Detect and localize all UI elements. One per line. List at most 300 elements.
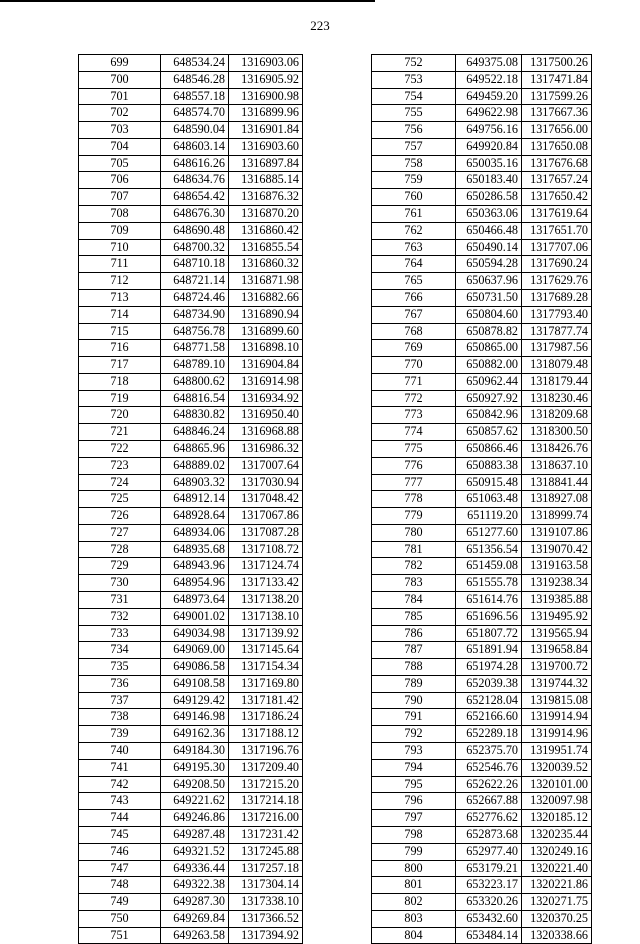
- table-row: [79, 206, 303, 223]
- x-coordinate-cell: 649622.98: [456, 105, 522, 122]
- y-coordinate-cell: 1316870.20: [229, 206, 303, 223]
- point-number-cell: 702: [79, 105, 161, 122]
- x-coordinate-cell: 648771.58: [161, 340, 229, 357]
- y-coordinate-cell: 1317231.42: [229, 826, 303, 843]
- table-row: [372, 172, 592, 189]
- x-coordinate-cell: 648676.30: [161, 206, 229, 223]
- table-row: [372, 894, 592, 911]
- table-row: [79, 289, 303, 306]
- y-coordinate-cell: 1316897.84: [229, 155, 303, 172]
- point-number-cell: 788: [372, 659, 456, 676]
- y-coordinate-cell: 1316882.66: [229, 289, 303, 306]
- y-coordinate-cell: 1316986.32: [229, 440, 303, 457]
- x-coordinate-cell: 648903.32: [161, 474, 229, 491]
- point-number-cell: 739: [79, 726, 161, 743]
- y-coordinate-cell: 1319107.86: [522, 524, 592, 541]
- x-coordinate-cell: 649184.30: [161, 743, 229, 760]
- x-coordinate-cell: 650866.46: [456, 440, 522, 457]
- point-number-cell: 799: [372, 843, 456, 860]
- x-coordinate-cell: 649034.98: [161, 625, 229, 642]
- y-coordinate-cell: 1318209.68: [522, 407, 592, 424]
- point-number-cell: 710: [79, 239, 161, 256]
- y-coordinate-cell: 1320221.86: [522, 877, 592, 894]
- table-row: [79, 373, 303, 390]
- x-coordinate-cell: 649162.36: [161, 726, 229, 743]
- table-row: [79, 860, 303, 877]
- x-coordinate-cell: 650878.82: [456, 323, 522, 340]
- table-row: [372, 440, 592, 457]
- y-coordinate-cell: 1317471.84: [522, 71, 592, 88]
- y-coordinate-cell: 1317138.20: [229, 592, 303, 609]
- point-number-cell: 738: [79, 709, 161, 726]
- point-number-cell: 708: [79, 206, 161, 223]
- y-coordinate-cell: 1318927.08: [522, 491, 592, 508]
- y-coordinate-cell: 1317048.42: [229, 491, 303, 508]
- table-row: [372, 206, 592, 223]
- point-number-cell: 792: [372, 726, 456, 743]
- x-coordinate-cell: 648616.26: [161, 155, 229, 172]
- x-coordinate-cell: 649263.58: [161, 927, 229, 944]
- point-number-cell: 762: [372, 222, 456, 239]
- table-row: [372, 927, 592, 944]
- x-coordinate-cell: 648816.54: [161, 390, 229, 407]
- x-coordinate-cell: 649001.02: [161, 608, 229, 625]
- point-number-cell: 759: [372, 172, 456, 189]
- x-coordinate-cell: 648800.62: [161, 373, 229, 390]
- table-row: [372, 608, 592, 625]
- x-coordinate-cell: 650286.58: [456, 189, 522, 206]
- x-coordinate-cell: 649221.62: [161, 793, 229, 810]
- point-number-cell: 784: [372, 592, 456, 609]
- table-row: [79, 239, 303, 256]
- x-coordinate-cell: 651459.08: [456, 558, 522, 575]
- y-coordinate-cell: 1316885.14: [229, 172, 303, 189]
- point-number-cell: 741: [79, 759, 161, 776]
- point-number-cell: 783: [372, 575, 456, 592]
- point-number-cell: 727: [79, 524, 161, 541]
- y-coordinate-cell: 1317139.92: [229, 625, 303, 642]
- point-number-cell: 714: [79, 306, 161, 323]
- x-coordinate-cell: 650490.14: [456, 239, 522, 256]
- y-coordinate-cell: 1317145.64: [229, 642, 303, 659]
- y-coordinate-cell: 1318637.10: [522, 457, 592, 474]
- y-coordinate-cell: 1317215.20: [229, 776, 303, 793]
- x-coordinate-cell: 648690.48: [161, 222, 229, 239]
- x-coordinate-cell: 648700.32: [161, 239, 229, 256]
- point-number-cell: 731: [79, 592, 161, 609]
- coordinates-table-left: [78, 54, 303, 944]
- x-coordinate-cell: 648830.82: [161, 407, 229, 424]
- table-row: [79, 826, 303, 843]
- x-coordinate-cell: 650915.48: [456, 474, 522, 491]
- table-row: [79, 675, 303, 692]
- x-coordinate-cell: 649287.48: [161, 826, 229, 843]
- table-row: [372, 424, 592, 441]
- y-coordinate-cell: 1317338.10: [229, 894, 303, 911]
- point-number-cell: 777: [372, 474, 456, 491]
- point-number-cell: 772: [372, 390, 456, 407]
- y-coordinate-cell: 1318300.50: [522, 424, 592, 441]
- point-number-cell: 770: [372, 357, 456, 374]
- point-number-cell: 717: [79, 357, 161, 374]
- table-row: [79, 273, 303, 290]
- x-coordinate-cell: 648789.10: [161, 357, 229, 374]
- table-row: [372, 558, 592, 575]
- table-row: [372, 726, 592, 743]
- x-coordinate-cell: 653320.26: [456, 894, 522, 911]
- x-coordinate-cell: 649322.38: [161, 877, 229, 894]
- table-row: [372, 239, 592, 256]
- y-coordinate-cell: 1317650.42: [522, 189, 592, 206]
- x-coordinate-cell: 650637.96: [456, 273, 522, 290]
- x-coordinate-cell: 650962.44: [456, 373, 522, 390]
- table-row: [79, 524, 303, 541]
- table-row: [372, 524, 592, 541]
- x-coordinate-cell: 652873.68: [456, 826, 522, 843]
- y-coordinate-cell: 1317707.06: [522, 239, 592, 256]
- x-coordinate-cell: 649459.20: [456, 88, 522, 105]
- table-row: [372, 105, 592, 122]
- point-number-cell: 767: [372, 306, 456, 323]
- table-row: [372, 642, 592, 659]
- point-number-cell: 756: [372, 122, 456, 139]
- table-row: [372, 659, 592, 676]
- point-number-cell: 716: [79, 340, 161, 357]
- x-coordinate-cell: 652166.60: [456, 709, 522, 726]
- table-row: [79, 625, 303, 642]
- table-row: [79, 71, 303, 88]
- point-number-cell: 744: [79, 810, 161, 827]
- table-row: [372, 575, 592, 592]
- point-number-cell: 736: [79, 675, 161, 692]
- point-number-cell: 740: [79, 743, 161, 760]
- y-coordinate-cell: 1319700.72: [522, 659, 592, 676]
- table-row: [79, 457, 303, 474]
- y-coordinate-cell: 1316934.92: [229, 390, 303, 407]
- y-coordinate-cell: 1317657.24: [522, 172, 592, 189]
- x-coordinate-cell: 651696.56: [456, 608, 522, 625]
- y-coordinate-cell: 1318841.44: [522, 474, 592, 491]
- point-number-cell: 723: [79, 457, 161, 474]
- y-coordinate-cell: 1316876.32: [229, 189, 303, 206]
- y-coordinate-cell: 1317877.74: [522, 323, 592, 340]
- table-row: [372, 843, 592, 860]
- point-number-cell: 732: [79, 608, 161, 625]
- point-number-cell: 761: [372, 206, 456, 223]
- x-coordinate-cell: 651807.72: [456, 625, 522, 642]
- y-coordinate-cell: 1316890.94: [229, 306, 303, 323]
- x-coordinate-cell: 649321.52: [161, 843, 229, 860]
- y-coordinate-cell: 1317138.10: [229, 608, 303, 625]
- x-coordinate-cell: 648889.02: [161, 457, 229, 474]
- table-row: [79, 692, 303, 709]
- y-coordinate-cell: 1317793.40: [522, 306, 592, 323]
- point-number-cell: 803: [372, 910, 456, 927]
- table-row: [372, 877, 592, 894]
- table-row: [79, 189, 303, 206]
- x-coordinate-cell: 651356.54: [456, 541, 522, 558]
- table-row: [79, 323, 303, 340]
- table-row: [79, 759, 303, 776]
- x-coordinate-cell: 652667.88: [456, 793, 522, 810]
- x-coordinate-cell: 648634.76: [161, 172, 229, 189]
- table-row: [79, 340, 303, 357]
- x-coordinate-cell: 651974.28: [456, 659, 522, 676]
- y-coordinate-cell: 1319163.58: [522, 558, 592, 575]
- point-number-cell: 712: [79, 273, 161, 290]
- y-coordinate-cell: 1317196.76: [229, 743, 303, 760]
- point-number-cell: 780: [372, 524, 456, 541]
- table-row: [79, 474, 303, 491]
- y-coordinate-cell: 1317181.42: [229, 692, 303, 709]
- table-row: [79, 810, 303, 827]
- y-coordinate-cell: 1316901.84: [229, 122, 303, 139]
- y-coordinate-cell: 1317656.00: [522, 122, 592, 139]
- y-coordinate-cell: 1319385.88: [522, 592, 592, 609]
- point-number-cell: 764: [372, 256, 456, 273]
- table-row: [372, 709, 592, 726]
- y-coordinate-cell: 1317186.24: [229, 709, 303, 726]
- table-row: [79, 659, 303, 676]
- x-coordinate-cell: 650466.48: [456, 222, 522, 239]
- x-coordinate-cell: 650883.38: [456, 457, 522, 474]
- table-row: [372, 692, 592, 709]
- page-number: 223: [310, 18, 330, 33]
- table-row: [372, 256, 592, 273]
- y-coordinate-cell: 1317209.40: [229, 759, 303, 776]
- y-coordinate-cell: 1317007.64: [229, 457, 303, 474]
- point-number-cell: 802: [372, 894, 456, 911]
- table-row: [372, 306, 592, 323]
- x-coordinate-cell: 652375.70: [456, 743, 522, 760]
- y-coordinate-cell: 1319565.94: [522, 625, 592, 642]
- table-row: [79, 122, 303, 139]
- point-number-cell: 781: [372, 541, 456, 558]
- table-row: [79, 877, 303, 894]
- table-row: [79, 508, 303, 525]
- y-coordinate-cell: 1316860.42: [229, 222, 303, 239]
- point-number-cell: 800: [372, 860, 456, 877]
- point-number-cell: 773: [372, 407, 456, 424]
- table-row: [79, 440, 303, 457]
- y-coordinate-cell: 1320221.40: [522, 860, 592, 877]
- point-number-cell: 726: [79, 508, 161, 525]
- table-row: [372, 776, 592, 793]
- x-coordinate-cell: 651891.94: [456, 642, 522, 659]
- table-row: [372, 373, 592, 390]
- x-coordinate-cell: 652039.38: [456, 675, 522, 692]
- x-coordinate-cell: 649920.84: [456, 138, 522, 155]
- table-row: [79, 709, 303, 726]
- table-row: [372, 508, 592, 525]
- table-row: [79, 491, 303, 508]
- table-row: [372, 390, 592, 407]
- y-coordinate-cell: 1317067.86: [229, 508, 303, 525]
- x-coordinate-cell: 650594.28: [456, 256, 522, 273]
- coordinates-table-right: [371, 54, 592, 944]
- x-coordinate-cell: 651063.48: [456, 491, 522, 508]
- point-number-cell: 775: [372, 440, 456, 457]
- point-number-cell: 801: [372, 877, 456, 894]
- y-coordinate-cell: 1318079.48: [522, 357, 592, 374]
- x-coordinate-cell: 649146.98: [161, 709, 229, 726]
- point-number-cell: 709: [79, 222, 161, 239]
- point-number-cell: 795: [372, 776, 456, 793]
- x-coordinate-cell: 650035.16: [456, 155, 522, 172]
- y-coordinate-cell: 1317108.72: [229, 541, 303, 558]
- x-coordinate-cell: 650363.06: [456, 206, 522, 223]
- y-coordinate-cell: 1317690.24: [522, 256, 592, 273]
- table-row: [79, 793, 303, 810]
- x-coordinate-cell: 652622.26: [456, 776, 522, 793]
- table-row: [372, 541, 592, 558]
- y-coordinate-cell: 1319070.42: [522, 541, 592, 558]
- point-number-cell: 722: [79, 440, 161, 457]
- point-number-cell: 729: [79, 558, 161, 575]
- y-coordinate-cell: 1320039.52: [522, 759, 592, 776]
- table-row: [79, 256, 303, 273]
- x-coordinate-cell: 648865.96: [161, 440, 229, 457]
- x-coordinate-cell: 648973.64: [161, 592, 229, 609]
- table-row: [79, 138, 303, 155]
- y-coordinate-cell: 1317304.14: [229, 877, 303, 894]
- point-number-cell: 713: [79, 289, 161, 306]
- point-number-cell: 760: [372, 189, 456, 206]
- point-number-cell: 797: [372, 810, 456, 827]
- y-coordinate-cell: 1316898.10: [229, 340, 303, 357]
- x-coordinate-cell: 648721.14: [161, 273, 229, 290]
- point-number-cell: 733: [79, 625, 161, 642]
- point-number-cell: 724: [79, 474, 161, 491]
- y-coordinate-cell: 1317257.18: [229, 860, 303, 877]
- table-row: [372, 273, 592, 290]
- y-coordinate-cell: 1317599.26: [522, 88, 592, 105]
- y-coordinate-cell: 1317500.26: [522, 55, 592, 72]
- table-row: [372, 592, 592, 609]
- x-coordinate-cell: 648603.14: [161, 138, 229, 155]
- y-coordinate-cell: 1317650.08: [522, 138, 592, 155]
- x-coordinate-cell: 651277.60: [456, 524, 522, 541]
- point-number-cell: 766: [372, 289, 456, 306]
- table-row: [79, 155, 303, 172]
- point-number-cell: 742: [79, 776, 161, 793]
- y-coordinate-cell: 1320249.16: [522, 843, 592, 860]
- y-coordinate-cell: 1319744.32: [522, 675, 592, 692]
- point-number-cell: 730: [79, 575, 161, 592]
- x-coordinate-cell: 650882.00: [456, 357, 522, 374]
- x-coordinate-cell: 649246.86: [161, 810, 229, 827]
- y-coordinate-cell: 1320271.75: [522, 894, 592, 911]
- x-coordinate-cell: 649195.30: [161, 759, 229, 776]
- table-row: [372, 155, 592, 172]
- table-row: [79, 390, 303, 407]
- point-number-cell: 735: [79, 659, 161, 676]
- point-number-cell: 785: [372, 608, 456, 625]
- y-coordinate-cell: 1320235.44: [522, 826, 592, 843]
- point-number-cell: 778: [372, 491, 456, 508]
- x-coordinate-cell: 650804.60: [456, 306, 522, 323]
- x-coordinate-cell: 653179.21: [456, 860, 522, 877]
- y-coordinate-cell: 1316968.88: [229, 424, 303, 441]
- x-coordinate-cell: 648928.64: [161, 508, 229, 525]
- point-number-cell: 719: [79, 390, 161, 407]
- y-coordinate-cell: 1317030.94: [229, 474, 303, 491]
- x-coordinate-cell: 648724.46: [161, 289, 229, 306]
- x-coordinate-cell: 649208.50: [161, 776, 229, 793]
- x-coordinate-cell: 648710.18: [161, 256, 229, 273]
- x-coordinate-cell: 650927.92: [456, 390, 522, 407]
- point-number-cell: 769: [372, 340, 456, 357]
- point-number-cell: 796: [372, 793, 456, 810]
- y-coordinate-cell: 1319815.08: [522, 692, 592, 709]
- x-coordinate-cell: 648954.96: [161, 575, 229, 592]
- y-coordinate-cell: 1316904.84: [229, 357, 303, 374]
- table-row: [79, 608, 303, 625]
- x-coordinate-cell: 649269.84: [161, 910, 229, 927]
- x-coordinate-cell: 649522.18: [456, 71, 522, 88]
- table-row: [79, 592, 303, 609]
- x-coordinate-cell: 649086.58: [161, 659, 229, 676]
- point-number-cell: 746: [79, 843, 161, 860]
- coordinates-table-left-body: [79, 55, 303, 944]
- y-coordinate-cell: 1317169.80: [229, 675, 303, 692]
- point-number-cell: 707: [79, 189, 161, 206]
- table-row: [79, 407, 303, 424]
- table-row: [372, 88, 592, 105]
- table-row: [372, 189, 592, 206]
- table-row: [372, 675, 592, 692]
- point-number-cell: 706: [79, 172, 161, 189]
- y-coordinate-cell: 1316900.98: [229, 88, 303, 105]
- table-row: [79, 424, 303, 441]
- point-number-cell: 771: [372, 373, 456, 390]
- y-coordinate-cell: 1317651.70: [522, 222, 592, 239]
- table-row: [372, 625, 592, 642]
- table-row: [79, 726, 303, 743]
- table-row: [79, 642, 303, 659]
- y-coordinate-cell: 1319914.96: [522, 726, 592, 743]
- table-row: [79, 55, 303, 72]
- table-row: [79, 575, 303, 592]
- table-row: [79, 743, 303, 760]
- point-number-cell: 728: [79, 541, 161, 558]
- point-number-cell: 793: [372, 743, 456, 760]
- y-coordinate-cell: 1316903.06: [229, 55, 303, 72]
- point-number-cell: 704: [79, 138, 161, 155]
- point-number-cell: 754: [372, 88, 456, 105]
- x-coordinate-cell: 648590.04: [161, 122, 229, 139]
- y-coordinate-cell: 1320101.00: [522, 776, 592, 793]
- point-number-cell: 786: [372, 625, 456, 642]
- table-row: [372, 289, 592, 306]
- point-number-cell: 763: [372, 239, 456, 256]
- x-coordinate-cell: 652776.62: [456, 810, 522, 827]
- top-rule: [0, 0, 375, 2]
- x-coordinate-cell: 648943.96: [161, 558, 229, 575]
- y-coordinate-cell: 1320097.98: [522, 793, 592, 810]
- y-coordinate-cell: 1317245.88: [229, 843, 303, 860]
- point-number-cell: 776: [372, 457, 456, 474]
- table-row: [372, 743, 592, 760]
- x-coordinate-cell: 648534.24: [161, 55, 229, 72]
- point-number-cell: 798: [372, 826, 456, 843]
- table-row: [372, 793, 592, 810]
- y-coordinate-cell: 1317676.68: [522, 155, 592, 172]
- point-number-cell: 745: [79, 826, 161, 843]
- y-coordinate-cell: 1319238.34: [522, 575, 592, 592]
- y-coordinate-cell: 1319495.92: [522, 608, 592, 625]
- point-number-cell: 700: [79, 71, 161, 88]
